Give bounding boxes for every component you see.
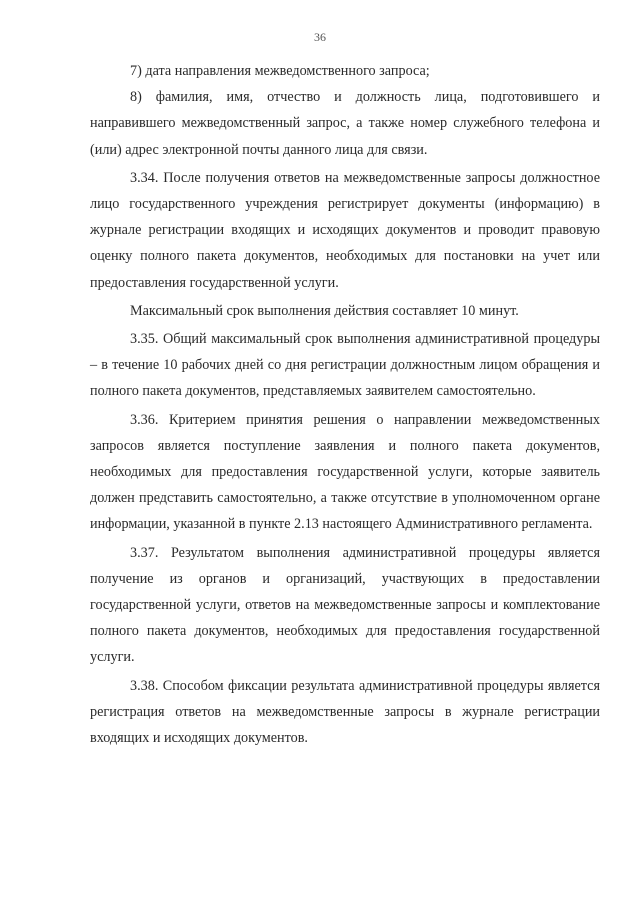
paragraph-3-35: 3.35. Общий максимальный срок выполнения административной процедуры – в течение 10 рабочих дней со дня регистрации должностным лицом обращения и полного пакета документов, представляемых заявителем самостоятельно. [90,331,600,400]
paragraph-3-36: 3.36. Критерием принятия решения о направлении межведомственных запросов является поступление заявления и полного пакета документов, необходимых для предоставления государственной услуги, которые заявитель должен представить самостоятельно, а также отсутствие в уполномоченном органе информации, указанной в пункте 2.13 настоящего Административного регламента. [90,411,600,533]
paragraph-item-7: 7) дата направления межведомственного запроса; [130,63,430,79]
paragraph-3-34: 3.34. После получения ответов на межведомственные запросы должностное лицо государственного учреждения регистрирует документы (информацию) в журнале регистрации входящих и исходящих документов и проводит правовую оценку полного пакета документов, необходимых для постановки на учет или предоставления государственной услуги. [90,169,600,291]
page-number: 36 [314,30,326,44]
paragraph-3-37: 3.37. Результатом выполнения административной процедуры является получение из органов и организаций, участвующих в предоставлении государственной услуги, ответов на межведомственные запросы и комплектование полного пакета документов, необходимых для предоставления государственной услуги. [90,544,600,666]
paragraph-3-38: 3.38. Способом фиксации результата административной процедуры является регистрация ответов на межведомственные запросы в журнале регистрации входящих и исходящих документов. [90,677,600,747]
paragraph-max-time: Максимальный срок выполнения действия составляет 10 минут. [130,302,519,319]
paragraph-item-8: 8) фамилия, имя, отчество и должность лица, подготовившего и направившего межведомственный запрос, а также номер служебного телефона и (или) адрес электронной почты данного лица для связи. [90,89,600,158]
document-body [90,58,600,753]
